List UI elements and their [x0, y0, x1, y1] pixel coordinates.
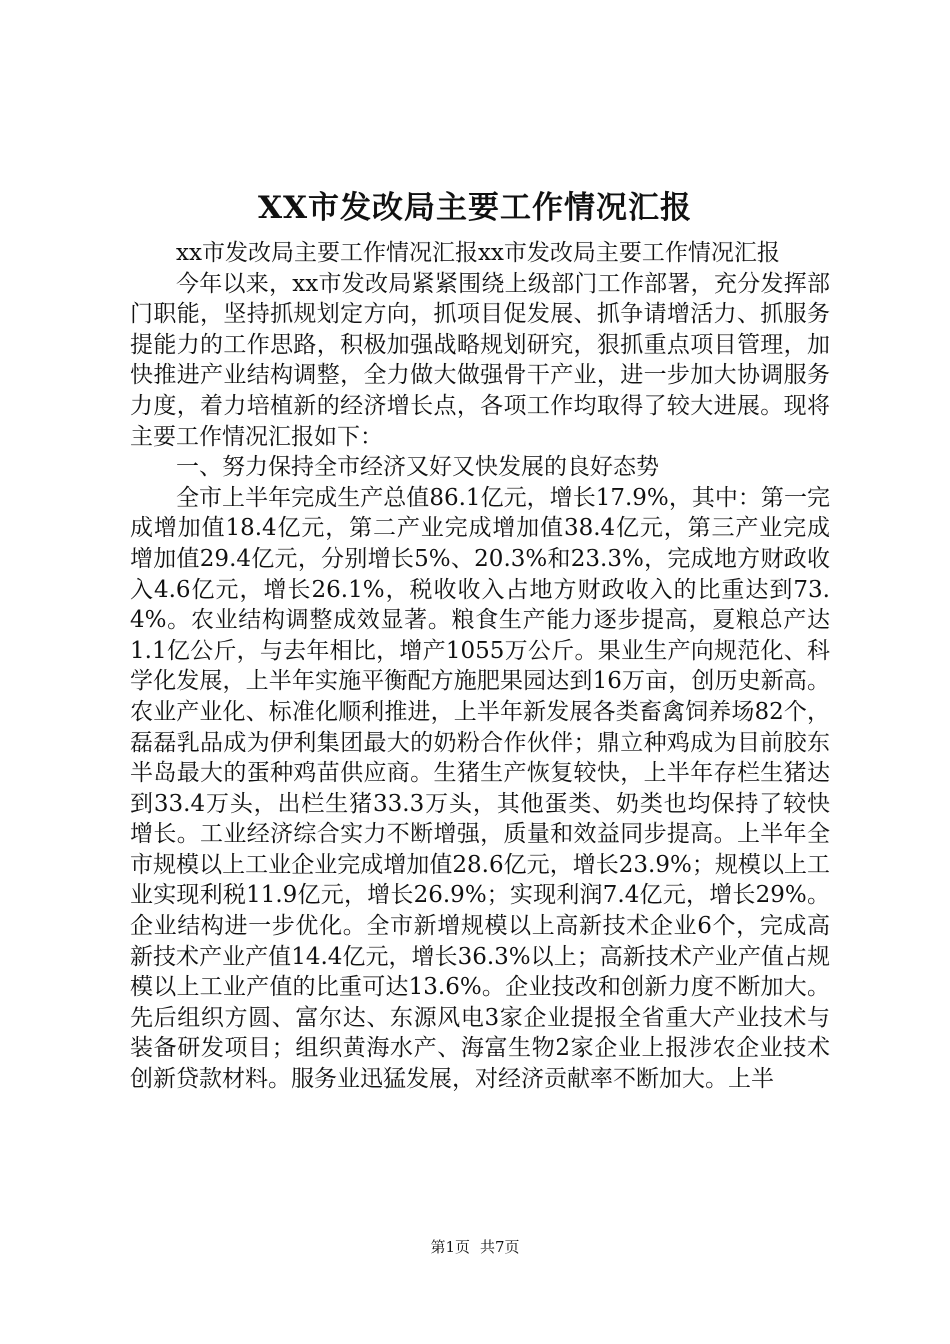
page-total: 共7页 [480, 1238, 520, 1256]
document-body [130, 238, 830, 1095]
page-footer [0, 1237, 950, 1257]
paragraph-subtitle: xx市发改局主要工作情况汇报xx市发改局主要工作情况汇报 [176, 240, 780, 266]
document-title: XX市发改局主要工作情况汇报 [257, 190, 693, 226]
paragraph-economy: 全市上半年完成生产总值86.1亿元，增长17.9%，其中：第一完成增加值18.4亿元，第二产业完成增加值38.4亿元，第三产业完成增加值29.4亿元，分别增长5%、20.3%和23.3%，完成地方财政收入4.6亿元，增长26.1%，税收收入占地方财政收入的比重达到73.4%。农业结构调整成效显著。粮食生产能力逐步提高，夏粮总产达1.1亿公斤，与去年相比，增产1055万公斤。果业生产向规范化、科学化发展，上半年实施平衡配方施肥果园达到16万亩，创历史新高。农业产业化、标准化顺利推进，上半年新发展各类畜禽饲养场82个，磊磊乳品成为伊利集团最大的奶粉合作伙伴；鼎立种鸡成为目前胶东半岛最大的蛋种鸡苗供应商。生猪生产恢复较快，上半年存栏生猪达到33.4万头，出栏生猪33.3万头，其他蛋类、奶类也均保持了较快增长。工业经济综合实力不断增强，质量和效益同步提高。上半年全市规模以上工业企业完成增加值28.6亿元，增长23.9%；规模以上工业实现利税11.9亿元，增长26.9%；实现利润7.4亿元，增长29%。企业结构进一步优化。全市新增规模以上高新技术企业6个，完成高新技术产业产值14.4亿元，增长36.3%以上；高新技术产业产值占规模以上工业产值的比重可达13.6%。企业技改和创新力度不断加大。先后组织方圆、富尔达、东源风电3家企业提报全省重大产业技术与装备研发项目；组织黄海水产、海富生物2家企业上报涉农企业技术创新贷款材料。服务业迅猛发展，对经济贡献率不断加大。上半 [130, 484, 830, 1093]
section-heading: 一、努力保持全市经济又好又快发展的良好态势 [176, 454, 659, 481]
paragraph-intro: 今年以来，xx市发改局紧紧围绕上级部门工作部署，充分发挥部门职能，坚持抓规划定方向，抓项目促发展、抓争请增活力、抓服务提能力的工作思路，积极加强战略规划研究，狠抓重点项目管理，加快推进产业结构调整，全力做大做强骨干产业，进一步加大协调服务力度，着力培植新的经济增长点，各项工作均取得了较大进展。现将主要工作情况汇报如下： [130, 270, 830, 450]
page-number: 第1页 [430, 1238, 470, 1256]
